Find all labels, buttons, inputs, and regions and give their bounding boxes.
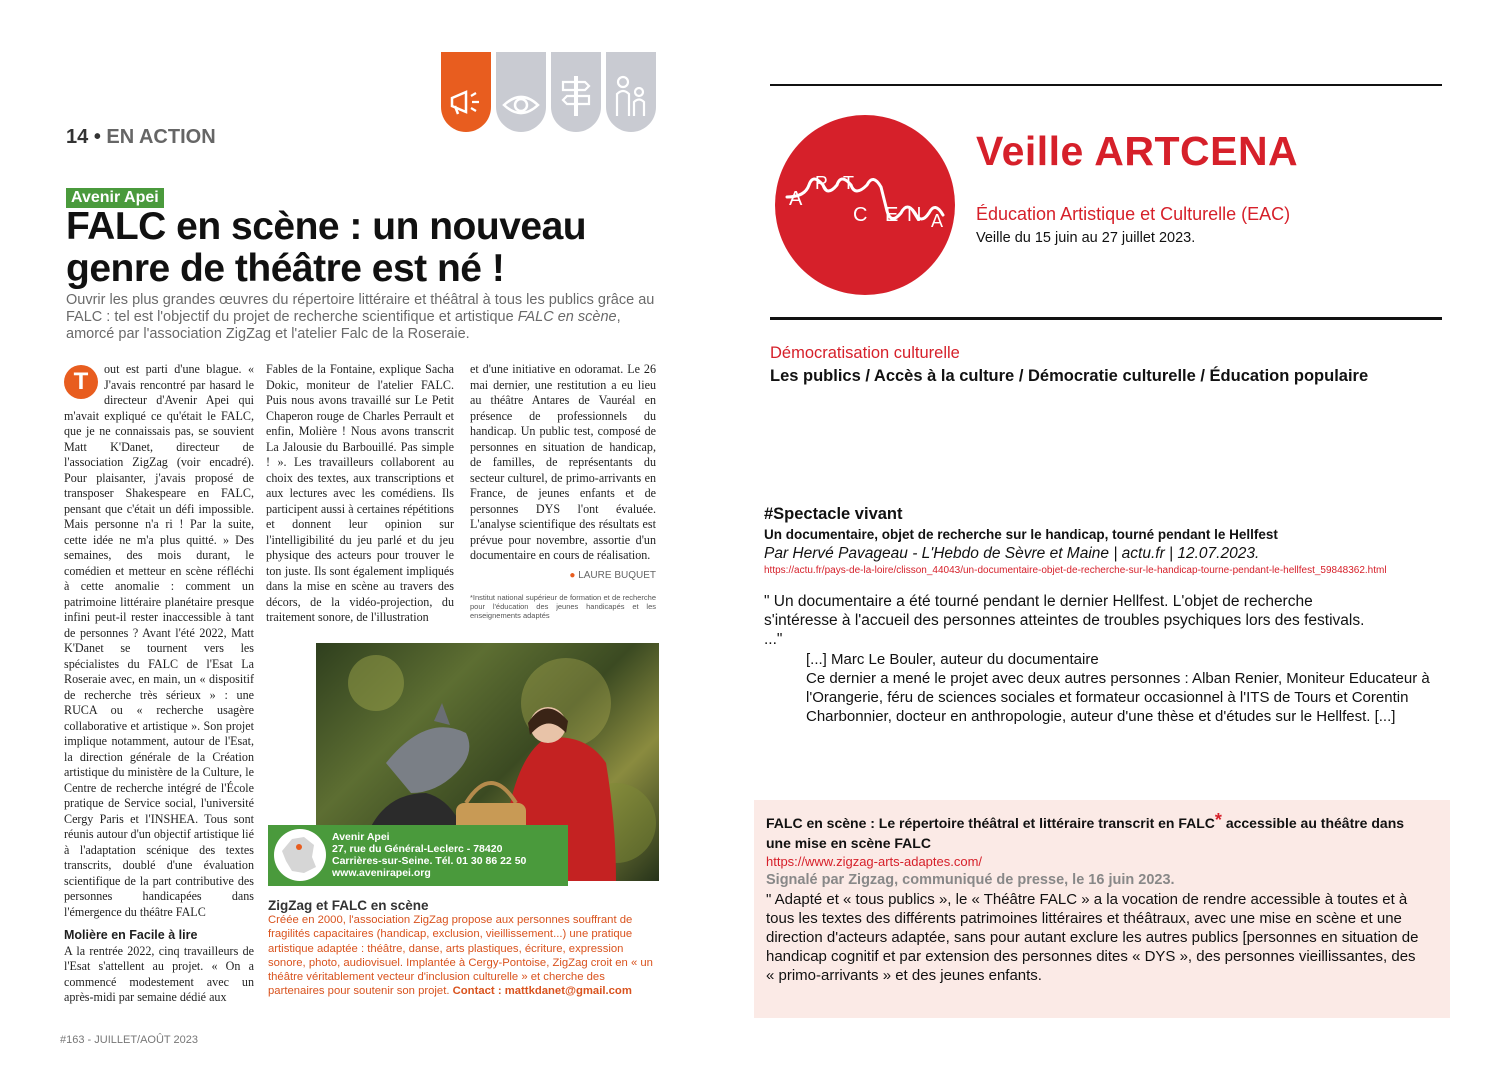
infobox-address: 27, rue du Général-Leclerc - 78420 xyxy=(332,843,503,855)
byline: ● LAURE BUQUET xyxy=(569,569,656,581)
tab-family xyxy=(606,52,656,132)
svg-text:E: E xyxy=(885,204,899,226)
zigzag-body: Créée en 2000, l'association ZigZag propose aux personnes souffrant de fragilités capacitaires (handicap, exclusion, vieillissement...) une pratique artistique adaptée : théâtre, danse, arts plastiques, écriture, expression sonore, photo, audiovisuel. Implantée à Cergy-Pontoise, ZigZag croit en « un théâtre véritablement vecteur d'inclusion culturelle » et cherche des partenaires pour soutenir son projet. Contact : mattkdanet@gmail.com xyxy=(268,914,653,998)
article-detail-text: Ce dernier a mené le projet avec deux autres personnes : Alban Renier, Moniteur Educateur à l'Orangerie, féru de sciences sociales et formateur occasionnel à l'ITS de Tours et Corentin Charbonnier, docteur en anthropologie, auteur d'une thèse et d'études sur le Hellfest. [...] xyxy=(806,670,1430,725)
article-detail xyxy=(806,650,1436,726)
footnote: *Institut national supérieur de formation et de recherche pour l'éducation des jeunes handicapés et les enseignements adaptés xyxy=(470,593,656,620)
svg-text:T: T xyxy=(843,173,854,193)
infobox-name: Avenir Apei xyxy=(332,831,390,843)
column-2-text: Fables de la Fontaine, explique Sacha Dokic, moniteur de l'atelier FALC. Puis nous avons travaillé sur Le Petit Chaperon rouge de Charles Perrault et enfin, Molière ! Nous avons transcrit La Jalousie du Barbouillé. Pas simple ! ». Les travailleurs collaborent au choix des textes, aux transcriptions et aux lectures avec les comédiens. Ils participent aussi à certaines répétitions et donnent leur opinion sur l'intelligibilité du jeu parlé et du jeu physique des acteurs pour trouver le ton juste. Ils sont également impliqués dans la mise en scène au travers des décors, de la vidéo-projection, du traitement sonore, de l'illustration xyxy=(266,362,454,624)
article-column-3 xyxy=(470,362,656,620)
article-quote: " Un documentaire a été tourné pendant le dernier Hellfest. L'objet de recherche s'intéresse à l'accueil des personnes atteintes de troubles psychiques lors des festivals. ..." xyxy=(764,593,1365,648)
tab-signpost xyxy=(551,52,601,132)
article-hashtag: #Spectacle vivant xyxy=(764,505,903,523)
section-rule xyxy=(770,317,1442,320)
megaphone-icon xyxy=(448,86,484,118)
map-badge xyxy=(274,829,326,881)
top-rule xyxy=(770,84,1442,86)
veille-dates: Veille du 15 juin au 27 juillet 2023. xyxy=(976,230,1196,246)
asterisk: * xyxy=(1214,810,1222,830)
zigzag-contact[interactable]: Contact : mattkdanet@gmail.com xyxy=(452,985,632,998)
subheading: Molière en Facile à lire xyxy=(64,928,198,942)
page-title: FALC en scène : un nouveau genre de théâtre est né ! xyxy=(66,205,587,290)
article-author: [...] Marc Le Bouler, auteur du documentaire xyxy=(806,651,1099,668)
article-title: Un documentaire, objet de recherche sur le handicap, tourné pendant le Hellfest xyxy=(764,527,1278,542)
topics-line: Les publics / Accès à la culture / Démocratie culturelle / Éducation populaire xyxy=(770,367,1369,385)
veille-title: Veille ARTCENA xyxy=(976,128,1299,174)
category-heading: Démocratisation culturelle xyxy=(770,344,960,362)
page-number: 14 • EN ACTION xyxy=(66,126,216,148)
column-1-text: out est parti d'une blague. « J'avais rencontré par hasard le directeur d'Avenir Apei qui m'avait expliqué ce qu'était le FALC, que je ne connaissais pas, se souvient Matt K'Danet, directeur de l'association ZigZag (voir encadré). Pour plaisanter, j'avais proposé de transposer Shakespeare en FALC, pensant que c'était un défi impossible. Mais personne n'a ri ! Par la suite, cette idée ne m'a plus quitté. » Des semaines, des mois durant, le comédien et metteur en scène réfléchi à cette anomalie : comment un patrimoine littéraire planétaire presque infini peut-il rester inaccessible à tant de personnes ? Avant l'été 2022, Matt K'Danet se tournent vers les spécialistes du FALC de l'Esat La Roseraie avec, en main, un « dispositif de recherche très sérieux » : une RUCA ou « recherche usagère collaborative et artistique ». Son projet implique notamment, autour de l'Esat, la direction générale de la Création artistique du ministère de la Culture, le Centre de recherche intégré de l'École pratique de Service social, l'université Cergy Paris et l'INSHEA. Tous sont réunis autour d'un objectif artistique lié à l'adaptation scénique des textes transcrits, doublé d'une évaluation scientifique de la part contributive des personnes handicapées dans l'émergence du théâtre FALC xyxy=(64,362,254,919)
artcena-logo xyxy=(775,115,955,295)
article-column-1 xyxy=(64,362,254,1006)
france-map-icon xyxy=(274,829,326,881)
issue-footer: #163 - JUILLET/AOÛT 2023 xyxy=(60,1034,198,1046)
zigzag-title: ZigZag et FALC en scène xyxy=(268,898,429,913)
article-link[interactable]: https://actu.fr/pays-de-la-loire/clisson_44043/un-documentaire-objet-de-recherche-sur-le-handicap-tourne-pendant-le-hellfest_59848362.html xyxy=(764,565,1387,576)
article-column-2 xyxy=(266,362,454,626)
falc-box-source: Signalé par Zigzag, communiqué de presse, le 16 juin 2023. xyxy=(766,872,1175,888)
falc-box-body: " Adapté et « tous publics », le « Théâtre FALC » a la vocation de rendre accessible à toutes et à tous les textes des différents patrimoines littéraires et théâtraux, avec une mise en scène et une direction d'acteurs adaptée, sans pour autant exclure les autres publics [personnes en situation de handicap cognitif et par extension des personnes dites « DYS », des personnes vieillissantes, des « primo-arrivants » et des jeunes enfants. xyxy=(766,891,1419,984)
svg-text:A: A xyxy=(931,211,944,231)
svg-text:C: C xyxy=(853,204,868,226)
infobox-city: Carrières-sur-Seine. Tél. 01 30 86 22 50 xyxy=(332,855,527,867)
family-icon xyxy=(613,74,649,118)
falc-box-link[interactable]: https://www.zigzag-arts-adaptes.com/ xyxy=(766,854,983,869)
signpost-icon xyxy=(559,74,593,118)
svg-text:A: A xyxy=(789,188,803,210)
lede: Ouvrir les plus grandes œuvres du répertoire littéraire et théâtral à tous les publics grâce au FALC : tel est l'objectif du projet de recherche scientifique et artistique FALC en scène, amorcé par l'association ZigZag et l'atelier Falc de la Roseraie. xyxy=(66,292,655,342)
section-label: EN ACTION xyxy=(106,126,216,148)
falc-box-title: FALC en scène : Le répertoire théâtral et littéraire transcrit en FALC* accessible au théâtre dans une mise en scène FALC xyxy=(766,810,1405,851)
tab-eye xyxy=(496,52,546,132)
tab-megaphone xyxy=(441,52,491,132)
dropcap: T xyxy=(64,365,98,399)
svg-text:R: R xyxy=(815,173,828,193)
svg-text:N: N xyxy=(907,204,922,226)
contact-infobox xyxy=(268,825,568,886)
category-tag: Avenir Apei xyxy=(66,188,164,208)
veille-subtitle: Éducation Artistique et Culturelle (EAC) xyxy=(976,204,1291,224)
infobox-site[interactable]: www.avenirapei.org xyxy=(332,867,431,879)
infobox-text xyxy=(332,831,526,879)
eye-icon xyxy=(502,92,540,118)
article-byline: Par Hervé Pavageau - L'Hebdo de Sèvre et Maine | actu.fr | 12.07.2023. xyxy=(764,545,1260,562)
column-1-tail: A la rentrée 2022, cinq travailleurs de l'Esat s'attellent au projet. « On a commencé modestement avec un après-midi par semaine dédié aux xyxy=(64,943,254,1004)
column-3-text: et d'une initiative en odoramat. Le 26 mai dernier, une restitution a eu lieu au théâtre Antares de Vauréal en présence de professionnels du handicap. Un public test, composé de personnes en situation de handicap, de familles, de représentants du secteur culturel, de primo-arrivants en France, de jeunes enfants et de personnes DYS l'ont évaluée. L'analyse scientifique des résultats est prévue pour novembre, assortie d'un documentaire en cours de réalisation. xyxy=(470,362,656,562)
